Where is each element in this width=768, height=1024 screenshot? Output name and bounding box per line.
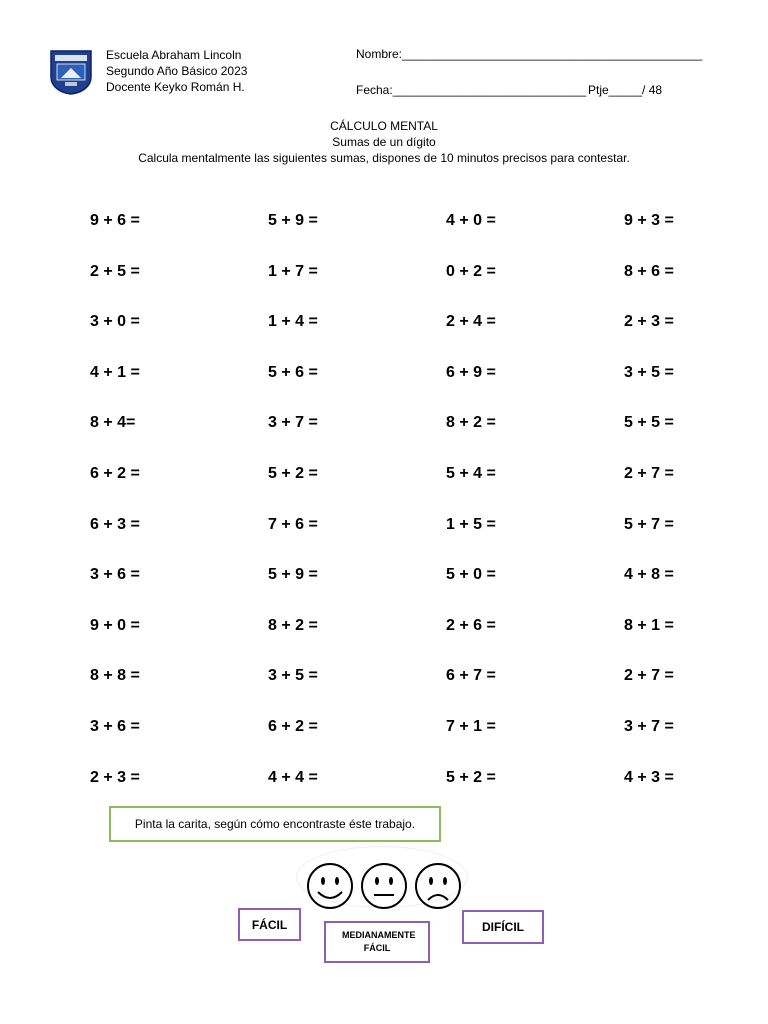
sum-problem: 3 + 5 = bbox=[624, 364, 674, 381]
sum-problem: 6 + 7 = bbox=[446, 667, 496, 684]
sum-problem: 2 + 5 = bbox=[90, 263, 140, 280]
sum-problem: 4 + 3 = bbox=[624, 769, 674, 786]
date-label: Fecha: bbox=[356, 83, 393, 97]
sum-problem: 5 + 9 = bbox=[268, 212, 318, 229]
school-name: Escuela Abraham Lincoln bbox=[106, 48, 242, 62]
sum-problem: 7 + 1 = bbox=[446, 718, 496, 735]
score-field[interactable]: Ptje_____/ 48 bbox=[588, 83, 663, 97]
sum-problem: 1 + 5 = bbox=[446, 516, 496, 533]
sum-problem: 8 + 6 = bbox=[624, 263, 674, 280]
sum-problem: 2 + 4 = bbox=[446, 313, 496, 330]
sum-problem: 3 + 7 = bbox=[268, 414, 318, 431]
sum-problem: 5 + 0 = bbox=[446, 566, 496, 583]
sum-problem: 5 + 9 = bbox=[268, 566, 318, 583]
easy-label-text: FÁCIL bbox=[251, 917, 288, 932]
sum-problem: 2 + 7 = bbox=[624, 667, 674, 684]
school-info bbox=[106, 47, 247, 95]
sum-problem: 5 + 7 = bbox=[624, 516, 674, 533]
sum-problem: 2 + 3 = bbox=[624, 313, 674, 330]
sum-problem: 3 + 6 = bbox=[90, 718, 140, 735]
sum-problem: 0 + 2 = bbox=[446, 263, 496, 280]
sum-problem: 4 + 0 = bbox=[446, 212, 496, 229]
sum-problem: 5 + 6 = bbox=[268, 364, 318, 381]
sum-problem: 3 + 7 = bbox=[624, 718, 674, 735]
sum-problem: 6 + 2 = bbox=[90, 465, 140, 482]
sum-problem: 1 + 7 = bbox=[268, 263, 318, 280]
worksheet-instructions: Calcula mentalmente las siguientes sumas, dispones de 10 minutos precisos para contestar. bbox=[138, 151, 630, 165]
sum-problem: 3 + 5 = bbox=[268, 667, 318, 684]
medium-label bbox=[324, 921, 430, 963]
sum-problem: 3 + 6 = bbox=[90, 566, 140, 583]
sum-problem: 8 + 2 = bbox=[446, 414, 496, 431]
neutral-face-icon[interactable] bbox=[360, 862, 408, 915]
sad-face-icon[interactable] bbox=[414, 862, 462, 915]
worksheet-header bbox=[0, 118, 768, 166]
sum-problem: 8 + 4= bbox=[90, 414, 136, 431]
sum-problem: 2 + 3 = bbox=[90, 769, 140, 786]
sum-problem: 4 + 4 = bbox=[268, 769, 318, 786]
sum-problem: 9 + 6 = bbox=[90, 212, 140, 229]
date-field[interactable] bbox=[356, 83, 586, 97]
date-line[interactable]: _____________________________ bbox=[392, 83, 587, 97]
name-label: Nombre: bbox=[356, 47, 403, 61]
feedback-instruction: Pinta la carita, según cómo encontraste éste trabajo. bbox=[134, 817, 416, 831]
teacher-name: Docente Keyko Román H. bbox=[106, 80, 245, 94]
sum-problem: 2 + 6 = bbox=[446, 617, 496, 634]
easy-label bbox=[238, 908, 301, 941]
worksheet-title: CÁLCULO MENTAL bbox=[330, 119, 438, 133]
sum-problem: 2 + 7 = bbox=[624, 465, 674, 482]
sum-problem: 8 + 8 = bbox=[90, 667, 140, 684]
sum-problem: 5 + 2 = bbox=[446, 769, 496, 786]
name-field[interactable] bbox=[356, 47, 702, 61]
sum-problem: 4 + 8 = bbox=[624, 566, 674, 583]
sum-problem: 9 + 3 = bbox=[624, 212, 674, 229]
sum-problem: 6 + 2 = bbox=[268, 718, 318, 735]
school-grade: Segundo Año Básico 2023 bbox=[106, 64, 248, 78]
hard-label-text: DIFÍCIL bbox=[482, 920, 524, 934]
sum-problem: 3 + 0 = bbox=[90, 313, 140, 330]
sum-problem: 6 + 3 = bbox=[90, 516, 140, 533]
happy-face-icon[interactable] bbox=[306, 862, 354, 915]
sums-grid bbox=[90, 212, 730, 792]
worksheet-subtitle: Sumas de un dígito bbox=[332, 135, 436, 149]
feedback-instruction-box bbox=[109, 806, 441, 842]
hard-label bbox=[462, 910, 544, 944]
sum-problem: 7 + 6 = bbox=[268, 516, 318, 533]
sum-problem: 5 + 2 = bbox=[268, 465, 318, 482]
name-line[interactable]: _____________________________________________ bbox=[402, 47, 703, 61]
sum-problem: 4 + 1 = bbox=[90, 364, 140, 381]
sum-problem: 9 + 0 = bbox=[90, 617, 140, 634]
sum-problem: 8 + 2 = bbox=[268, 617, 318, 634]
sum-problem: 5 + 4 = bbox=[446, 465, 496, 482]
sum-problem: 5 + 5 = bbox=[624, 414, 674, 431]
school-crest-icon bbox=[49, 49, 93, 95]
sum-problem: 8 + 1 = bbox=[624, 617, 674, 634]
sum-problem: 6 + 9 = bbox=[446, 364, 496, 381]
medium-label-text: MEDIANAMENTE FÁCIL bbox=[342, 930, 416, 953]
sum-problem: 1 + 4 = bbox=[268, 313, 318, 330]
